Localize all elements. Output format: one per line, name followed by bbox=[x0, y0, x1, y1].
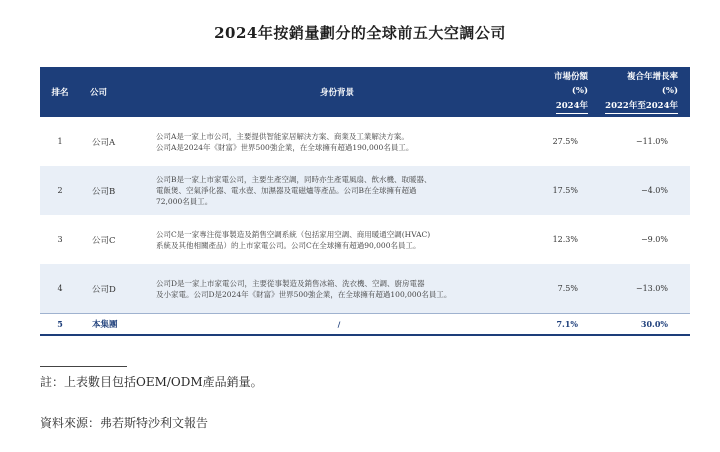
table-body bbox=[40, 117, 690, 335]
background-line: 公司A是2024年《財富》世界500強企業，在全球擁有超過190,000名員工。 bbox=[156, 142, 414, 152]
cell-cagr: −4.0% bbox=[640, 186, 668, 195]
source-note: 資料來源：弗若斯特沙利文報告 bbox=[40, 416, 209, 430]
cell-company: 本集團 bbox=[80, 314, 152, 336]
ranking-table-container bbox=[40, 67, 690, 336]
cell-background: / bbox=[152, 314, 522, 336]
cell-company: 公司C bbox=[92, 235, 116, 246]
background-line: 及小家電。公司D是2024年《財富》世界500強企業，在全球擁有超過100,000名員工。 bbox=[156, 289, 452, 299]
cell-market-share: 17.5% bbox=[552, 186, 578, 195]
footnote-divider bbox=[40, 366, 127, 367]
cell-rank: 1 bbox=[57, 137, 63, 146]
cell-rank: 4 bbox=[57, 284, 63, 293]
background-line: 72,000名員工。 bbox=[156, 197, 213, 206]
table-row bbox=[40, 117, 690, 166]
cell-cagr: −9.0% bbox=[640, 235, 668, 244]
cell-company: 公司B bbox=[92, 186, 116, 197]
cell-rank: 3 bbox=[57, 235, 63, 244]
table-row bbox=[40, 166, 690, 215]
background-line: 電飯煲、空氣淨化器、電水壺、加濕器及電磁爐等產品。公司B在全球擁有超過 bbox=[156, 186, 417, 195]
cell-market-share: 27.5% bbox=[552, 137, 578, 146]
cell-company: 公司A bbox=[92, 137, 116, 148]
cell-market-share: 7.1% bbox=[522, 314, 600, 336]
header-cagr-unit: (%) bbox=[661, 86, 678, 96]
cell-rank: 5 bbox=[40, 314, 80, 336]
header-background: 身份背景 bbox=[319, 88, 354, 98]
cell-cagr: −13.0% bbox=[635, 284, 668, 293]
header-cagr-label: 複合年增長率 bbox=[626, 72, 678, 82]
table-header-row bbox=[40, 67, 690, 117]
table-row bbox=[40, 215, 690, 264]
table-header bbox=[40, 67, 690, 117]
header-market-share bbox=[522, 67, 600, 117]
header-share-year: 2024年 bbox=[556, 99, 588, 114]
cell-market-share: 12.3% bbox=[552, 235, 578, 244]
header-cagr bbox=[600, 67, 690, 117]
background-line: 公司C是一家專注從事製造及銷售空調系統（包括家用空調、商用暖通空調(HVAC) bbox=[156, 229, 431, 239]
header-cagr-period: 2022年至2024年 bbox=[605, 99, 678, 114]
ranking-table bbox=[40, 67, 690, 336]
header-company: 公司 bbox=[90, 88, 108, 98]
page-title: 2024年按銷量劃分的全球前五大空調公司 bbox=[214, 24, 506, 42]
cell-cagr: −11.0% bbox=[635, 137, 668, 146]
background-line: 公司A是一家上市公司，主要提供智能家居解決方案、商業及工業解決方案。 bbox=[156, 131, 409, 141]
background-line: 系統及其他相關產品）的上市家電公司。公司C在全球擁有超過90,000名員工。 bbox=[156, 240, 421, 250]
cell-company: 公司D bbox=[92, 284, 116, 295]
header-share-label: 市場份額 bbox=[553, 72, 588, 82]
table-row bbox=[40, 264, 690, 314]
cell-background bbox=[152, 264, 522, 314]
cell-background bbox=[152, 117, 522, 166]
footnote: 註：上表數目包括OEM/ODM產品銷量。 bbox=[40, 375, 263, 389]
cell-cagr: 30.0% bbox=[600, 314, 690, 336]
header-share-unit: (%) bbox=[571, 86, 588, 96]
cell-rank: 2 bbox=[57, 186, 63, 195]
table-row-group bbox=[40, 314, 690, 336]
cell-background bbox=[152, 166, 522, 215]
background-line: 公司D是一家上市家電公司，主要從事製造及銷售冰箱、洗衣機、空調、廚房電器 bbox=[156, 278, 425, 288]
cell-background bbox=[152, 215, 522, 264]
header-rank: 排名 bbox=[51, 88, 69, 98]
cell-market-share: 7.5% bbox=[557, 284, 578, 293]
background-line: 公司B是一家上市家電公司，主要生產空調，同時亦生產電風扇、飲水機、取暖器、 bbox=[156, 175, 432, 184]
